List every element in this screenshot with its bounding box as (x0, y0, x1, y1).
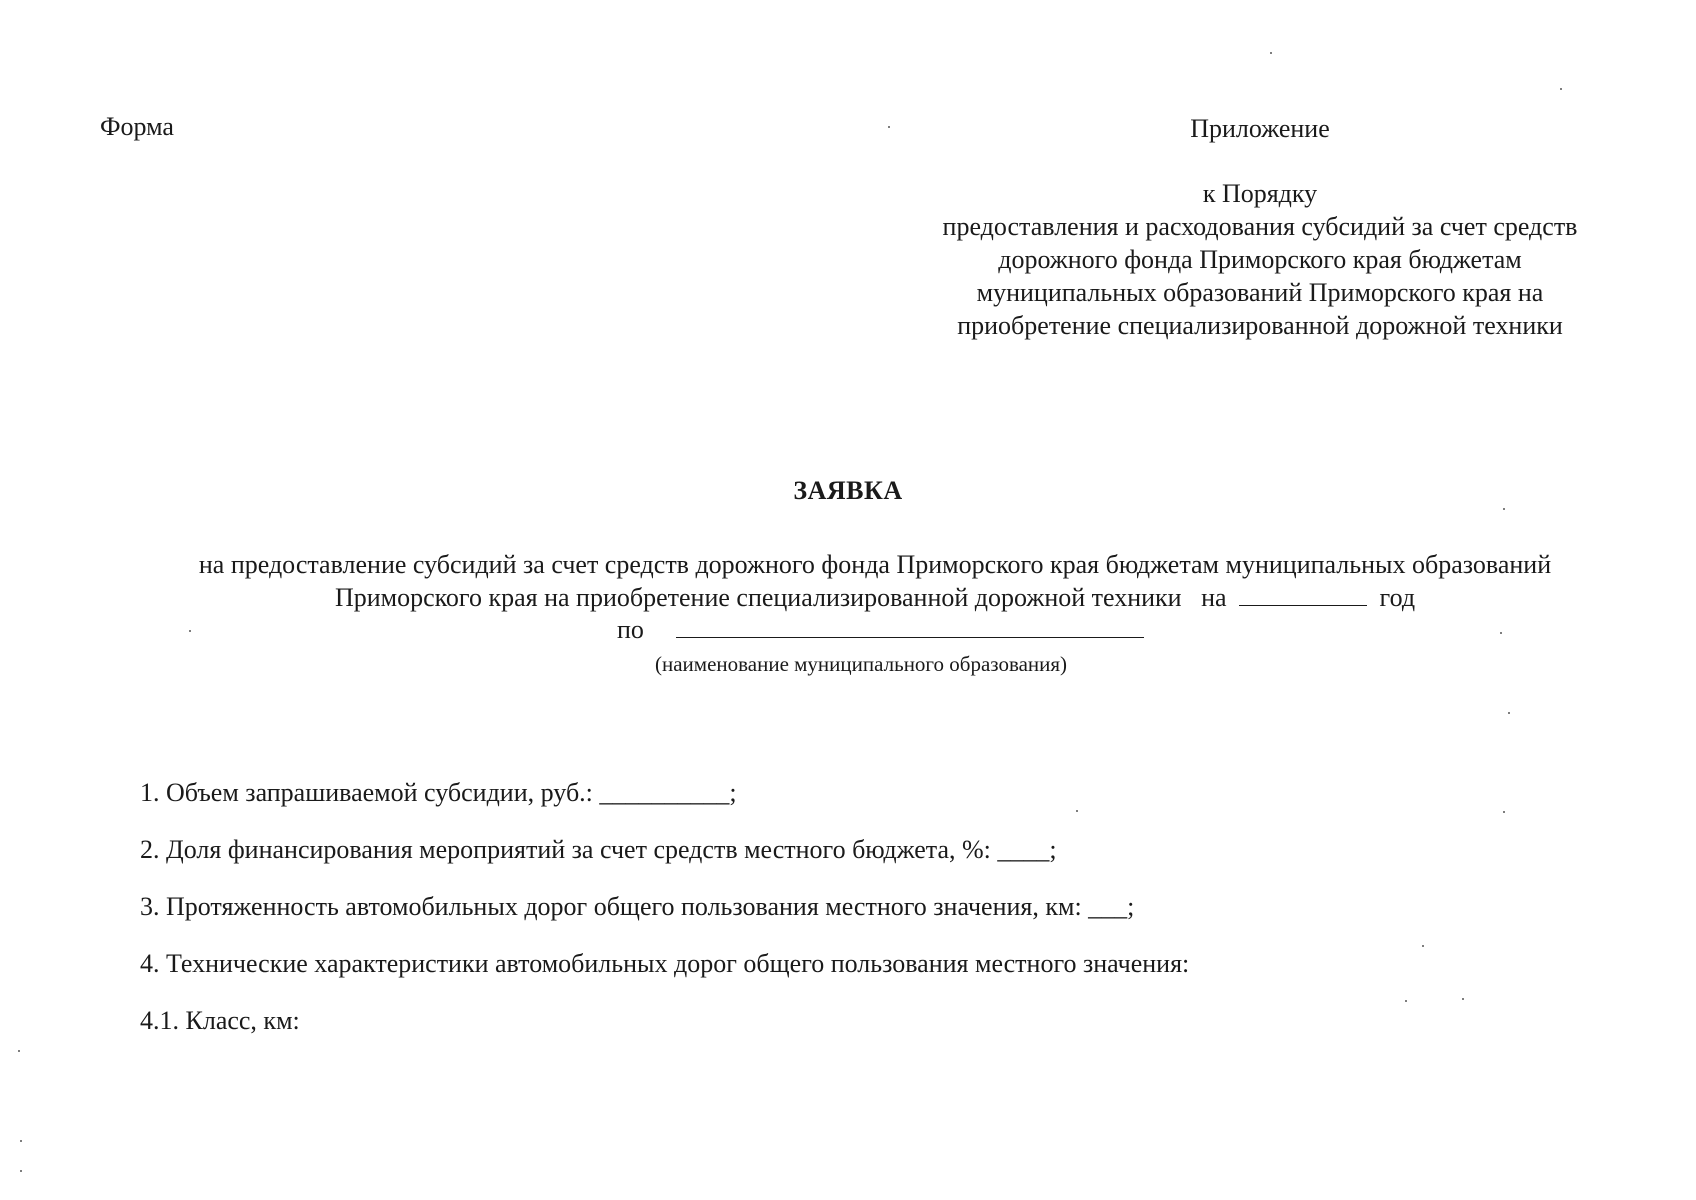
item-suffix: ; (1049, 835, 1057, 864)
scan-speck (1503, 508, 1505, 510)
appendix-block (910, 112, 1610, 342)
item-suffix: ; (1127, 892, 1135, 921)
item-text: 2. Доля финансирования мероприятий за счет средств местного бюджета, %: (140, 835, 991, 864)
appendix-title: Приложение (1190, 114, 1330, 143)
subheading-line-1: на предоставление субсидий за счет средств дорожного фонда Приморского края бюджетам муниципальных образований (198, 550, 1552, 579)
year-blank[interactable] (1239, 583, 1367, 606)
municipality-hint: (наименование муниципального образования) (655, 652, 1068, 676)
scan-speck (1503, 811, 1505, 813)
po-label: по (617, 615, 644, 644)
list-item (140, 1006, 300, 1036)
form-label: Форма (100, 112, 174, 141)
subheading-year-suffix: год (1379, 583, 1416, 612)
item-blank[interactable]: __________ (599, 778, 730, 807)
municipality-line (617, 615, 1144, 645)
scan-speck (1405, 1000, 1407, 1002)
subheading-line-2 (130, 581, 1620, 614)
item-text: 3. Протяженность автомобильных дорог общего пользования местного значения, км: (140, 892, 1082, 921)
scan-speck (1500, 632, 1502, 634)
scan-speck (1462, 998, 1464, 1000)
appendix-line: к Порядку (1202, 179, 1318, 208)
scan-speck (1508, 712, 1510, 714)
scan-speck (189, 630, 191, 632)
item-blank[interactable]: ___ (1088, 892, 1128, 921)
subheading-line-2-text: Приморского края на приобретение специализированной дорожной техники на (334, 583, 1227, 612)
scan-speck (20, 1170, 22, 1172)
list-item (140, 778, 737, 808)
scan-speck (20, 1140, 22, 1142)
document-subheading (130, 548, 1620, 614)
scan-speck (18, 1050, 20, 1052)
municipality-blank[interactable] (676, 615, 1144, 638)
appendix-line: приобретение специализированной дорожной техники (957, 311, 1563, 340)
item-text: 4.1. Класс, км: (140, 1006, 300, 1035)
item-blank[interactable]: ____ (997, 835, 1050, 864)
scan-speck (1076, 810, 1078, 812)
appendix-line: муниципальных образований Приморского края на (976, 278, 1544, 307)
scan-speck (1270, 52, 1272, 54)
item-text: 1. Объем запрашиваемой субсидии, руб.: (140, 778, 593, 807)
appendix-line: дорожного фонда Приморского края бюджетам (998, 245, 1522, 274)
scan-speck (888, 126, 890, 128)
document-heading: ЗАЯВКА (793, 476, 903, 505)
appendix-line: предоставления и расходования субсидий за счет средств (942, 212, 1578, 241)
scan-speck (1560, 88, 1562, 90)
list-item (140, 892, 1134, 922)
item-text: 4. Технические характеристики автомобильных дорог общего пользования местного значения: (140, 949, 1190, 978)
scan-speck (1422, 945, 1424, 947)
list-item (140, 835, 1057, 865)
list-item (140, 949, 1189, 979)
item-suffix: ; (729, 778, 737, 807)
